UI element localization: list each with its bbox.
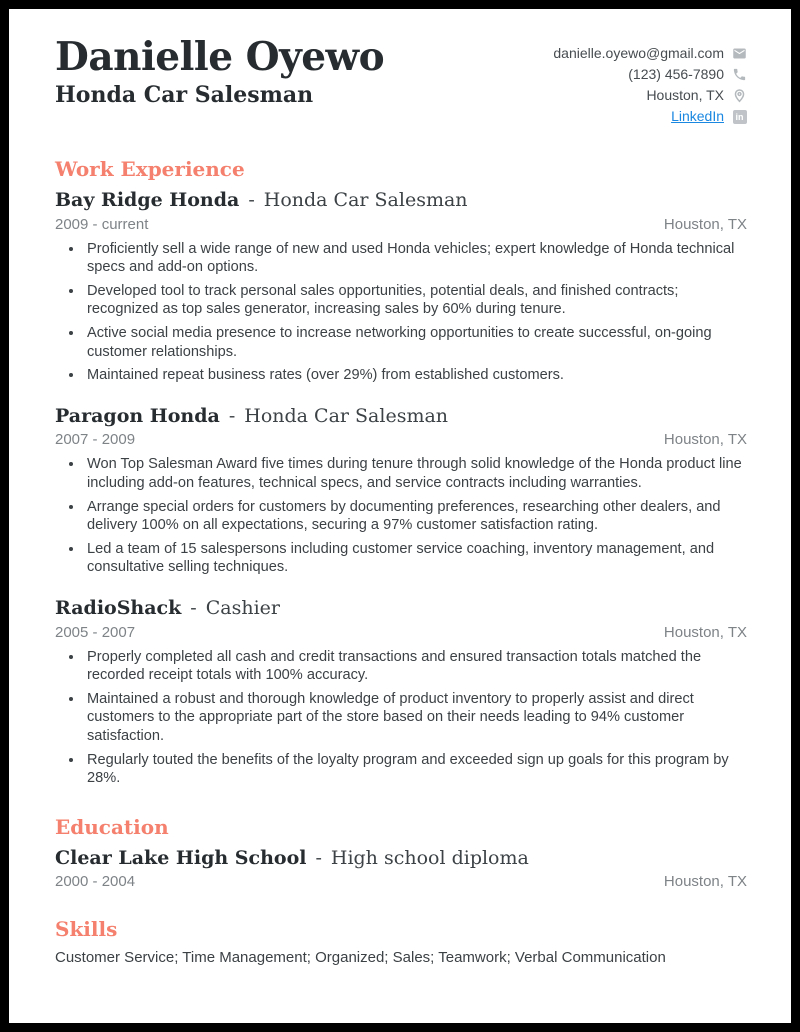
job-location: Houston, TX xyxy=(663,215,747,233)
bullet-item: • Developed tool to track personal sales opportunities, potential deals, and finished contracts; recognized as top sales generator, increasing sales by 60% during tenure. xyxy=(84,282,747,319)
job-location: Houston, TX xyxy=(663,623,747,641)
education-title xyxy=(55,846,747,872)
title-separator: - xyxy=(190,597,197,619)
job-bullets xyxy=(55,648,747,788)
degree: High school diploma xyxy=(330,846,529,869)
title-separator: - xyxy=(248,189,255,211)
contact-block xyxy=(553,34,747,130)
bullet-item: • Maintained repeat business rates (over 29%) from established customers. xyxy=(84,366,747,385)
title-separator: - xyxy=(228,404,236,427)
identity-block xyxy=(55,34,384,110)
education-dates: 2000 - 2004 xyxy=(55,873,136,891)
bullet-item: • Regularly touted the benefits of the loyalty program and exceeded sign up goals for this program by 28%. xyxy=(84,751,747,788)
company-name: Bay Ridge Honda xyxy=(55,189,240,211)
email-text: danielle.oyewo@gmail.com xyxy=(553,45,724,61)
job-role: Honda Car Salesman xyxy=(244,404,449,427)
education-location: Houston, TX xyxy=(663,873,747,891)
candidate-headline: Honda Car Salesman xyxy=(55,82,314,109)
job-dates: 2009 - current xyxy=(55,215,149,233)
job-location: Houston, TX xyxy=(663,431,747,449)
job-meta xyxy=(55,431,747,448)
bullet-item: • Won Top Salesman Award five times during tenure through solid knowledge of the Honda product line including add-on features, technical specs, and service contracts including warranties. xyxy=(84,455,747,492)
bullet-item: • Arrange special orders for customers by documenting preferences, researching other dealers, and delivery 100% on all expectations, securing a 97% customer satisfaction rating. xyxy=(84,498,747,535)
education-meta xyxy=(55,873,747,890)
job-meta xyxy=(55,216,747,233)
bullet-item: • Led a team of 15 salespersons including customer service coaching, inventory management, and consultative selling techniques. xyxy=(84,540,747,577)
bullet-item: • Active social media presence to increase networking opportunities to create successful, on-going customer relationships. xyxy=(84,324,747,361)
contact-location xyxy=(553,88,747,103)
job-bullets xyxy=(55,240,747,385)
job-title xyxy=(55,404,747,430)
phone-text: (123) 456-7890 xyxy=(628,66,724,82)
job-dates: 2005 - 2007 xyxy=(55,623,136,641)
title-separator: - xyxy=(315,846,322,869)
envelope-icon xyxy=(732,46,747,61)
job-entry xyxy=(55,188,747,385)
bullet-item: • Maintained a robust and thorough knowledge of product inventory to properly assist and direct customers to the appropriate part of the store based on their needs leading to 94% customer satisfaction. xyxy=(84,690,747,746)
job-role: Honda Car Salesman xyxy=(263,189,468,211)
location-pin-icon xyxy=(732,88,747,103)
company-name: RadioShack xyxy=(55,597,182,619)
company-name: Paragon Honda xyxy=(55,404,220,427)
linkedin-link[interactable]: LinkedIn xyxy=(671,108,724,124)
job-role: Cashier xyxy=(205,597,280,619)
location-text: Houston, TX xyxy=(646,87,724,103)
contact-linkedin xyxy=(553,109,747,124)
bullet-item: • Proficiently sell a wide range of new and used Honda vehicles; expert knowledge of Honda technical specs and add-on options. xyxy=(84,240,747,277)
contact-email xyxy=(553,46,747,61)
skills-heading: Skills xyxy=(55,917,118,942)
candidate-name: Danielle Oyewo xyxy=(55,34,385,80)
school-name: Clear Lake High School xyxy=(55,846,307,869)
job-dates: 2007 - 2009 xyxy=(55,431,136,449)
contact-phone xyxy=(553,67,747,82)
job-title xyxy=(55,188,747,214)
job-entry xyxy=(55,596,747,788)
work-experience-heading: Work Experience xyxy=(55,157,245,181)
job-title xyxy=(55,596,747,622)
phone-icon xyxy=(732,67,747,82)
education-heading: Education xyxy=(55,814,169,839)
job-entry xyxy=(55,404,747,577)
job-bullets xyxy=(55,455,747,577)
header xyxy=(55,34,747,130)
skills-list: Customer Service; Time Management; Organized; Sales; Teamwork; Verbal Communication xyxy=(55,949,666,967)
linkedin-icon: in xyxy=(732,109,747,124)
job-meta xyxy=(55,624,747,641)
bullet-item: • Properly completed all cash and credit transactions and ensured transaction totals matched the recorded receipt totals with 100% accuracy. xyxy=(84,648,747,685)
education-entry xyxy=(55,846,747,891)
